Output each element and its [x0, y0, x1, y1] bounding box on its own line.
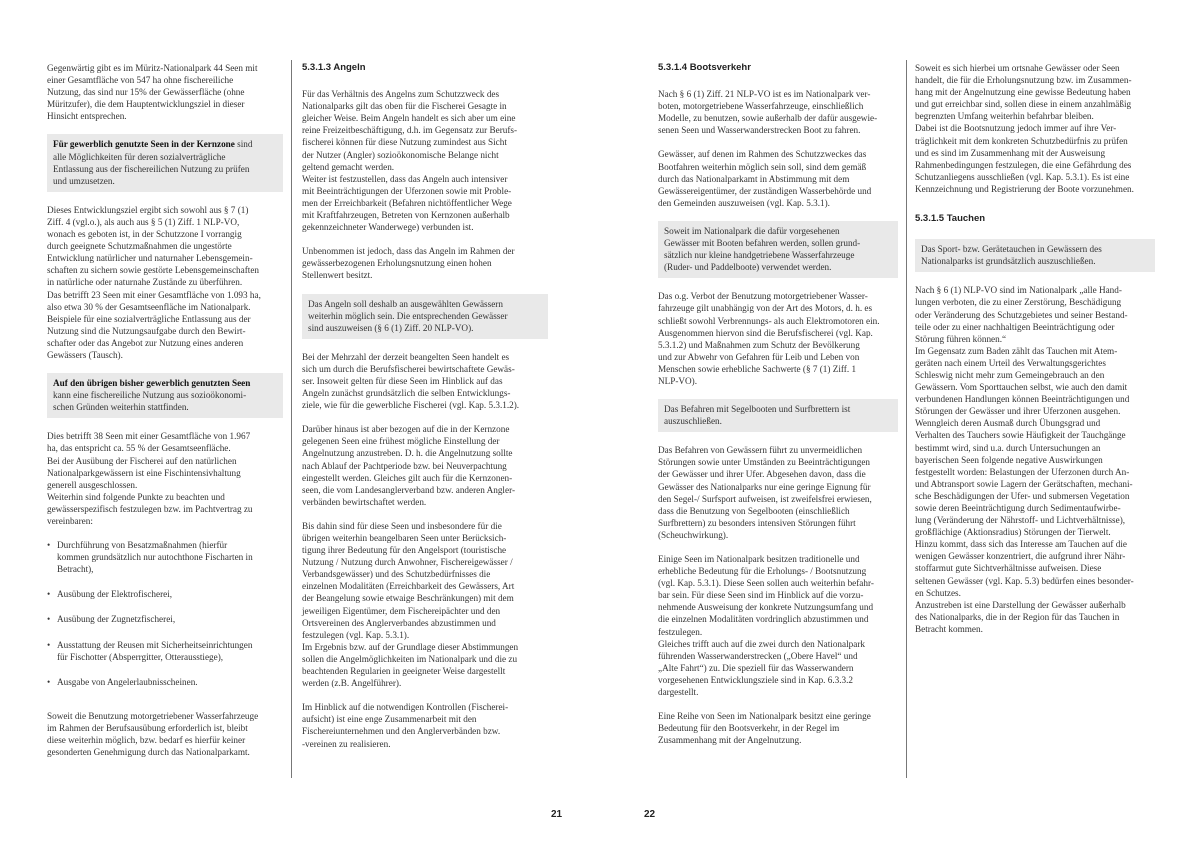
list-item: • Ausgabe von Angelerlaubnisscheinen.	[47, 676, 198, 687]
paragraph: Gewässer, auf denen im Rahmen des Schutzzweckes das Bootfahren weiterhin möglich sein soll, sind dem gemäß durch das Nationalparkamt in Abstimmung mit dem Gewässereigentümer, der zuständigen Wasserbehörde und den Gemeinden auszuweisen (vgl. Kap. 5.3.1).	[658, 149, 872, 208]
left-page-column-2	[302, 62, 548, 762]
highlight-box-segelboote: Das Befahren mit Segelbooten und Surfbrettern ist auszuschließen.	[658, 399, 898, 432]
paragraph: Bis dahin sind für diese Seen und insbesondere für die übrigen weiterhin beangelbaren Seen unter Berücksich- tigung ihrer Bedeutung für den Angelsport (touristische Nutzung / Nutzung durch Anwohner, Fischereigewässer / Verbandsgewässer) und des Schutzbedürfnisses die einzelnen Modalitäten (Erreichbarkeit des Gewässers, Art der Beangelung sowie etwaige Beschränkungen) mit dem jeweiligen Eigentümer, dem Fischereipächter und den Ortsvereinen des Anglerverbandes abzustimmen und festzulegen (vgl. Kap. 5.3.1). Im Ergebnis bzw. auf der Grundlage dieser Abstimmungen sollen die Angelmöglichkeiten im Nationalpark und die zu beachtenden Regularien in geeigneter Weise dargestellt werden (z.B. Angelführer).	[302, 520, 519, 689]
section-heading-tauchen: 5.3.1.5 Tauchen	[915, 213, 986, 225]
paragraph: Für das Verhältnis des Angelns zum Schutzzweck des Nationalparks gilt das oben für die Fischerei Gesagte in gleicher Weise. Beim Angeln handelt es sich aber um eine reine Freizeitbeschäftigung, d.h. im Gegensatz zur Berufs- fischerei können für diese Nutzung zumindest aus Sicht der Nutzer (Angler) sozioökonomische Belange nicht geltend gemacht werden. Weiter ist festzustellen, dass das Angeln auch intensiver mit Beeinträchtigungen der Uferzonen sowie mit Proble- men der Erreichbarkeit (Befahren nichtöffentlicher Wege mit Kraftfahrzeugen, Betreten von Kernzonen außerhalb gekennzeichneter Wanderwege) verbunden ist.	[302, 89, 518, 233]
box-text: kann eine fischereiliche Nutzung aus sozioökonomi- schen Gründen weiterhin stattfinden.	[53, 390, 247, 413]
paragraph: Nach § 6 (1) NLP-VO sind im Nationalpark „alle Hand- lungen verboten, die zu einer Zerstörung, Beschädigung oder Veränderung des Schutzgebietes und seiner Bestand- teile oder zu einer nachhaltigen Beeinträchtigung oder Störung führen können.“ Im Gegensatz zum Baden zählt das Tauchen mit Atem- geräten nach einem Urteil des Verwaltungsgerichtes Schleswig nicht mehr zum Gemeingebrauch an den Gewässern. Vom Sporttauchen selbst, wie auch den damit verbundenen Handlungen können Beeinträchtigungen und Störungen der Gewässer und ihrer Uferzonen ausgehen. Wenngleich deren Ausmaß durch Übungsgrad und Verhalten des Tauchers sowie Häufigkeit der Tauchgänge bestimmt wird, sind u.a. durch Untersuchungen an bayerischen Seen folgende negative Auswirkungen festgestellt worden: Belastungen der Uferzonen durch An- und Abtransport sowie Lagern der Gerätschaften, mechani- sche Beschädigungen der Ufer- und submersen Vegetation sowie deren Beeinträchtigung durch Sedimentaufwirbe- lung (Veränderung der Nährstoff- und Lichtverhältnisse), großflächige (Aktionsradius) Störungen der Tierwelt. Hinzu kommt, dass sich das Interesse am Tauchen auf die wenigen Gewässer konzentriert, die aufgrund ihrer Nähr- stoffarmut gute Sichtverhältnisse aufweisen. Diese seltenen Gewässer (vgl. Kap. 5.3) bedürfen eines besonder- en Schutzes. Anzustreben ist eine Darstellung der Gewässer außerhalb des Nationalparks, die in der Region für das Tauchen in Betracht kommen.	[915, 285, 1134, 634]
box-text: sind alle Möglichkeiten für deren sozialverträgliche Entlassung aus der fischereilichen Nutzung zu prüfen und umzusetzen.	[53, 139, 253, 186]
bullet-list	[47, 539, 283, 688]
paragraph: Darüber hinaus ist aber bezogen auf die in der Kernzone gelegenen Seen eine frühest mögliche Einstellung der Angelnutzung anzustreben. D. h. die Angelnutzung sollte nach Ablauf der Pachtperiode bzw. bei Neuverpachtung eingestellt werden. Gleiches gilt auch für die Kernzonen- seen, die vom Landesanglerverband bzw. anderen Angler- verbänden bewirtschaftet werden.	[302, 424, 515, 507]
paragraph: Gegenwärtig gibt es im Müritz-Nationalpark 44 Seen mit einer Gesamtfläche von 547 ha ohne fischereiliche Nutzung, das sind nur 15% der Gewässerfläche (ohne Müritzufer), die dem Hauptentwicklungsziel in dieser Hinsicht entsprechen.	[47, 63, 258, 122]
column-divider-right	[906, 60, 907, 778]
list-item: • Ausübung der Elektrofischerei,	[47, 589, 173, 600]
paragraph: Eine Reihe von Seen im Nationalpark besitzt eine geringe Bedeutung für den Bootsverkehr, in der Regel im Zusammenhang mit der Angelnutzung.	[658, 711, 871, 746]
paragraph: Einige Seen im Nationalpark besitzen traditionelle und erhebliche Bedeutung für die Erholungs- / Bootsnutzung (vgl. Kap. 5.3.1). Diese Seen sollen auch weiterhin befahr- bar sein. Für diese Seen sind im Hinblick auf die vorzu- nehmende Ausweisung der konkrete Nutzungsumfang und die einzelnen Modalitäten vordringlich abzustimmen und festzulegen. Gleiches trifft auch auf die zwei durch den Nationalpark führenden Wasserwanderstrecken („Obere Havel“ und „Alte Fahrt“) zu. Die speziell für das Wasserwandern vorgesehenen Entwicklungsziele sind in Kap. 6.3.3.2 dargestellt.	[658, 554, 874, 698]
paragraph: Dies betrifft 38 Seen mit einer Gesamtfläche von 1.967 ha, das entspricht ca. 55 % der Gesamtseenfläche. Bei der Ausübung der Fischerei auf den natürlichen Nationalparkgewässern ist eine Fischintensivhaltung generell ausgeschlossen. Weiterhin sind folgende Punkte zu beachten und gewässerspezifisch festzulegen bzw. im Pachtvertrag zu vereinbaren:	[47, 431, 253, 526]
paragraph: Soweit die Benutzung motorgetriebener Wasserfahrzeuge im Rahmen der Berufsausübung erforderlich ist, bleibt diese weiterhin möglich, bzw. bedarf es hierfür keiner gesonderten Genehmigung durch das Nationalparkamt.	[47, 710, 259, 758]
list-item: • Ausstattung der Reusen mit Sicherheitseinrichtungen für Fischotter (Absperrgitter, Otterausstiege),	[47, 639, 253, 662]
highlight-box-tauchen: Das Sport- bzw. Gerätetauchen in Gewässern des Nationalparks ist grundsätzlich auszuschließen.	[915, 239, 1155, 272]
right-page-column-2	[915, 62, 1155, 647]
bullet-icon: •	[47, 676, 51, 687]
highlight-box-angeln: Das Angeln soll deshalb an ausgewählten Gewässern weiterhin möglich sein. Die entsprechenden Gewässer sind auszuweisen (§ 6 (1) Ziff. 20 NLP-VO).	[302, 294, 548, 339]
list-item: • Ausübung der Zugnetzfischerei,	[47, 614, 176, 625]
page-number-left: 21	[551, 809, 563, 820]
paragraph: Nach § 6 (1) Ziff. 21 NLP-VO ist es im Nationalpark ver- boten, motorgetriebene Wasserfahrzeuge, einschließlich Modelle, zu benutzen, sowie außerhalb der dafür ausgewie- senen Seen und Wasserwanderstrecken Boot zu fahren.	[658, 89, 878, 136]
paragraph: Das o.g. Verbot der Benutzung motorgetriebener Wasser- fahrzeuge gilt unabhängig von der Art des Motors, d. h. es schließt sowohl Verbrennungs- als auch Elektromotoren ein. Ausgenommen hiervon sind die Berufsfischerei (vgl. Kap. 5.3.1.2) und Maßnahmen zum Schutz der Bevölkerung und zur Abwehr von Gefahren für Leib und Leben von Menschen sowie erhebliche Sachwerte (§ 7 (1) Ziff. 1 NLP-VO).	[658, 291, 880, 386]
paragraph: Dieses Entwicklungsziel ergibt sich sowohl aus § 7 (1) Ziff. 4 (vgl.o.), als auch aus § 5 (1) Ziff. 1 NLP-VO, wonach es geboten ist, in der Schutzzone I vorrangig durch geeignete Schutzmaßnahmen die ungestörte Entwicklung natürlicher und naturnaher Lebensgemein- schaften zu sichern sowie gestörte Lebensgemeinschaften in natürliche oder naturnahe Zustände zu überführen. Das betrifft 23 Seen mit einer Gesamtfläche von 1.093 ha, also etwa 30 % der Gesamtseenfläche im Nationalpark. Beispiele für eine sozialverträgliche Entlassung aus der Nutzung sind die Nutzungsaufgabe durch den Bewirt- schafter oder das Angebot zur Nutzung eines anderen Gewässers (Tausch).	[47, 204, 261, 360]
section-heading-angeln: 5.3.1.3 Angeln	[302, 62, 366, 73]
paragraph: Im Hinblick auf die notwendigen Kontrollen (Fischerei- aufsicht) ist eine enge Zusammenarbeit mit den Fischereiunternehmen und den Anglerverbänden bzw. -vereinen zu realisieren.	[302, 702, 509, 749]
bullet-icon: •	[47, 639, 51, 650]
highlight-box-uebrige-seen	[47, 373, 283, 418]
highlight-box-boote: Soweit im Nationalpark die dafür vorgesehenen Gewässer mit Booten befahren werden, sollen grund- sätzlich nur kleine handgetriebene Wasserfahrzeuge (Ruder- und Paddelboote) verwendet werden.	[658, 221, 898, 278]
bullet-icon: •	[47, 589, 51, 600]
highlight-box-kernzone	[47, 134, 283, 191]
paragraph: Soweit es sich hierbei um ortsnahe Gewässer oder Seen handelt, die für die Erholungsnutzung bzw. im Zusammen- hang mit der Angelnutzung eine gewisse Bedeutung haben und gut erreichbar sind, sollen diese in einem anzahlmäßig begrenzten Umfang weiterhin befahrbar bleiben. Dabei ist die Bootsnutzung jedoch immer auf ihre Ver- träglichkeit mit dem konkreten Schutzbedürfnis zu prüfen und es sind im Zusammenhang mit der Ausweisung Rahmenbedingungen festzulegen, die eine Gefährdung des Schutzanliegens ausschließen (vgl. Kap. 5.3.1). Es ist eine Kennzeichnung und Registrierung der Boote vorzunehmen.	[915, 63, 1134, 194]
paragraph: Das Befahren von Gewässern führt zu unvermeidlichen Störungen sowie unter Umständen zu Beeinträchtigungen der Gewässer und ihrer Ufer. Abgesehen davon, dass die Gewässer des Nationalparks nur eine geringe Eignung für den Segel-/ Surfsport aufweisen, ist zweifelsfrei erwiesen, dass die Benutzung von Segelbooten (einschließlich Surfbrettern) zu besonders intensiven Störungen führt (Scheuchwirkung).	[658, 445, 872, 540]
bullet-icon: •	[47, 614, 51, 625]
left-page-column-1	[47, 62, 283, 770]
box-bold-text: Für gewerblich genutzte Seen in der Kernzone	[53, 139, 235, 150]
paragraph: Unbenommen ist jedoch, dass das Angeln im Rahmen der gewässerbezogenen Erholungsnutzung einen hohen Stellenwert besitzt.	[302, 246, 515, 281]
column-divider-left	[291, 60, 292, 778]
box-bold-text: Auf den übrigen bisher gewerblich genutzten Seen	[53, 378, 251, 389]
right-page-column-1	[658, 62, 898, 758]
list-item: • Durchführung von Besatzmaßnahmen (hierfür kommen grundsätzlich nur autochthone Fischarten in Betracht),	[47, 540, 253, 575]
bullet-icon: •	[47, 540, 51, 551]
page-number-right: 22	[644, 809, 656, 820]
section-heading-bootsverkehr: 5.3.1.4 Bootsverkehr	[658, 62, 751, 73]
paragraph: Bei der Mehrzahl der derzeit beangelten Seen handelt es sich um durch die Berufsfischerei bewirtschaftete Gewäs- ser. Insoweit gelten für diese Seen im Hinblick auf das Angeln zunächst grundsätzlich die selben Entwicklungs- ziele, wie für die gewerbliche Fischerei (vgl. Kap. 5.3.1.2).	[302, 351, 520, 411]
